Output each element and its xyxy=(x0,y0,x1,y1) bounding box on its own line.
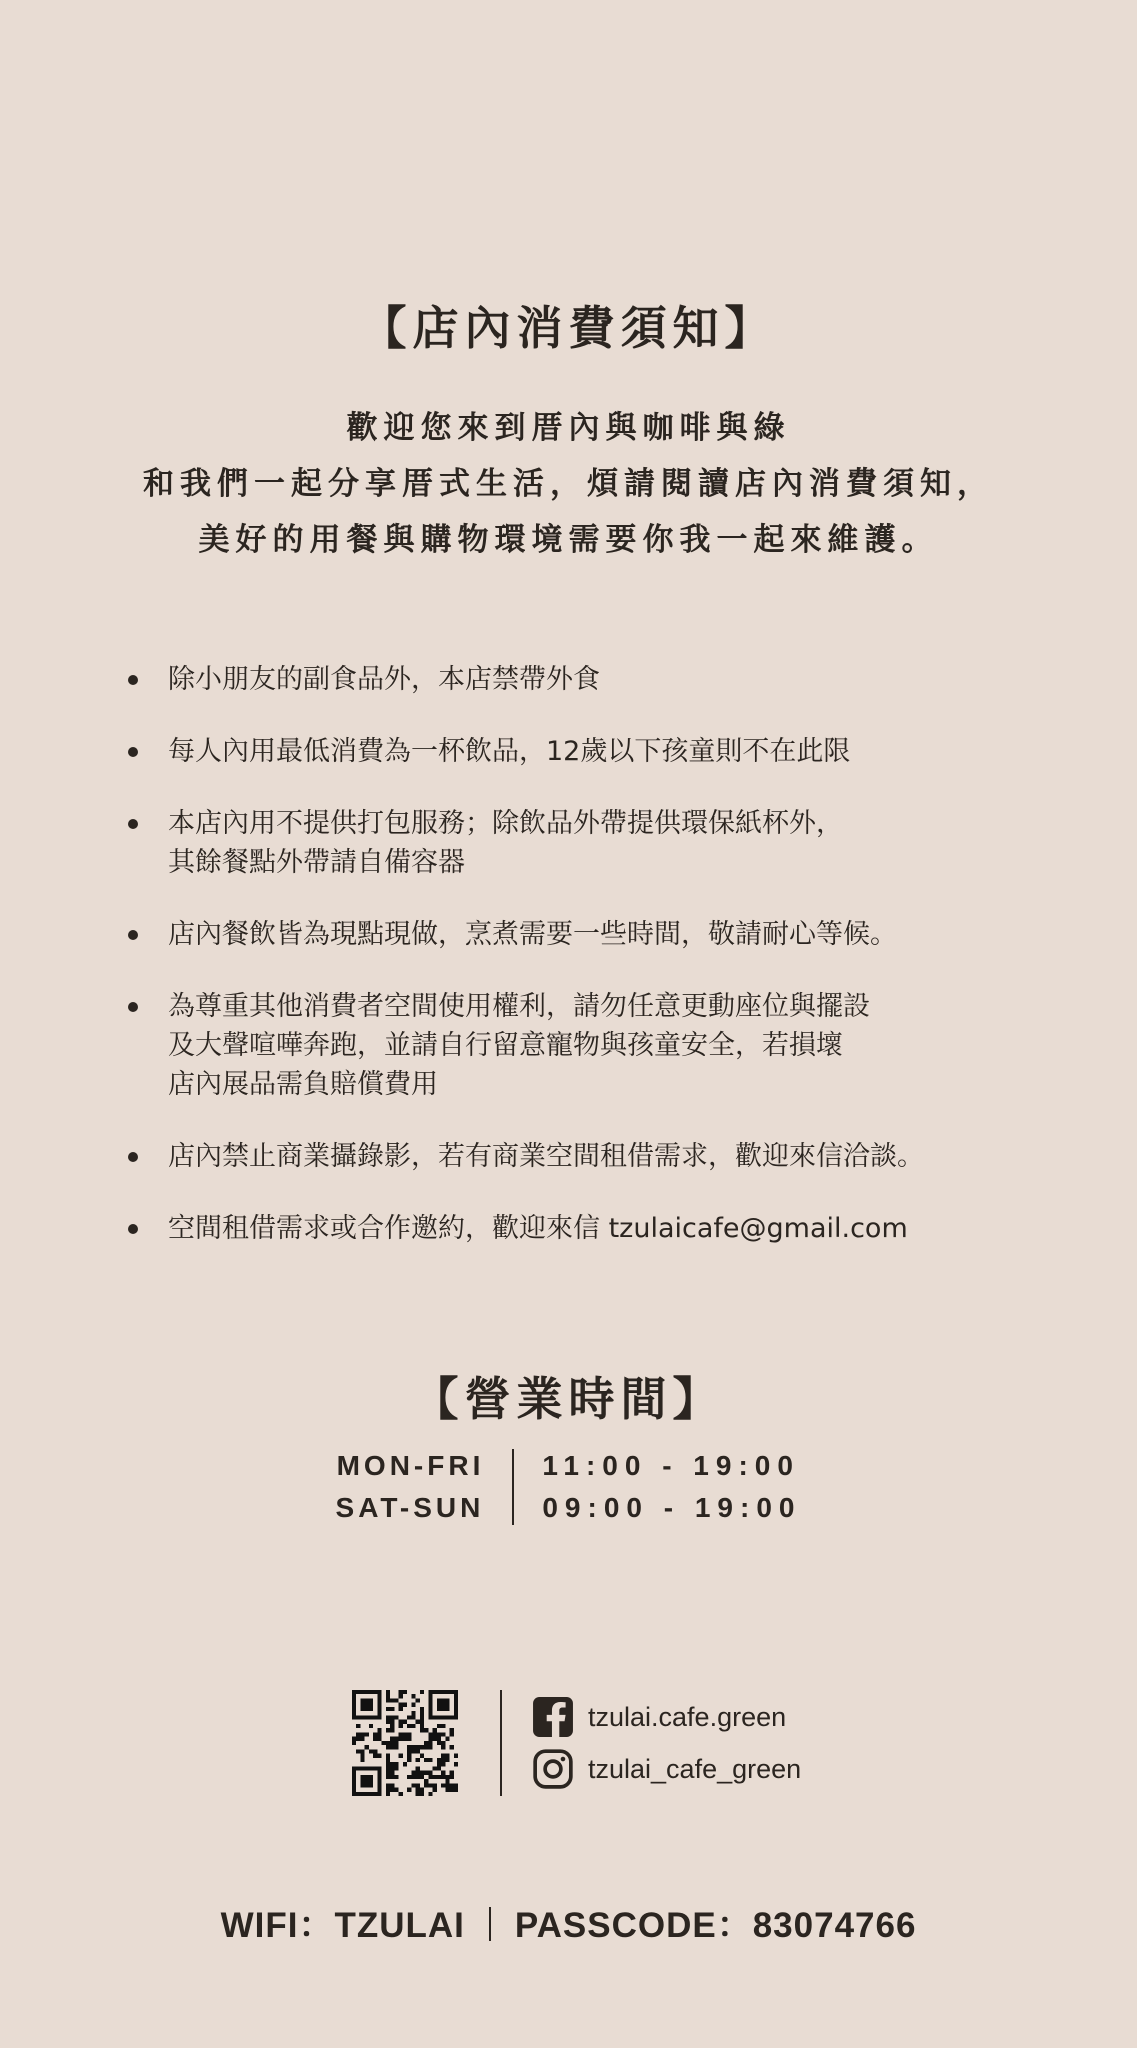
rule-text: 店內禁止商業攝錄影，若有商業空間租借需求，歡迎來信洽談。 xyxy=(168,1141,924,1172)
hours-days: SAT-SUN xyxy=(335,1492,485,1523)
hours-table xyxy=(0,1445,1137,1529)
wifi-passcode: 83074766 xyxy=(752,1906,917,1945)
hours-days: MON-FRI xyxy=(336,1450,485,1481)
instagram-handle: tzulai_cafe_green xyxy=(588,1753,802,1784)
instagram-icon xyxy=(532,1748,574,1790)
bullet-icon xyxy=(128,1224,138,1234)
bullet-icon xyxy=(128,1002,138,1012)
rule-item xyxy=(128,1137,1088,1176)
rules-list xyxy=(128,660,1088,1281)
rule-text: 空間租借需求或合作邀約，歡迎來信 tzulaicafe@gmail.com xyxy=(168,1213,908,1244)
bullet-icon xyxy=(128,1152,138,1162)
facebook-link[interactable] xyxy=(532,1691,801,1743)
rule-item xyxy=(128,804,1088,882)
facebook-handle: tzulai.cafe.green xyxy=(588,1701,787,1732)
instagram-link[interactable] xyxy=(532,1743,801,1795)
rule-item xyxy=(128,987,1088,1104)
social-divider xyxy=(500,1690,502,1796)
rule-text: 為尊重其他消費者空間使用權利，請勿任意更動座位與擺設 及大聲喧嘩奔跑，並請自行留意寵物與孩童安全，若損壞 店內展品需負賠償費用 xyxy=(168,991,870,1100)
hours-time: 11:00 - 19:00 xyxy=(542,1450,800,1481)
hours-time: 09:00 - 19:00 xyxy=(542,1492,802,1523)
bullet-icon xyxy=(128,747,138,757)
rule-item xyxy=(128,660,1088,699)
bullet-icon xyxy=(128,819,138,829)
hours-times-column xyxy=(514,1445,801,1529)
rule-text: 每人內用最低消費為一杯飲品，12歲以下孩童則不在此限 xyxy=(168,736,851,767)
passcode-label: PASSCODE： xyxy=(514,1906,753,1945)
intro-line: 和我們一起分享厝式生活，煩請閱讀店內消費須知， xyxy=(143,466,994,502)
rule-text: 本店內用不提供打包服務；除飲品外帶提供環保紙杯外， 其餘餐點外帶請自備容器 xyxy=(168,808,843,878)
rule-item xyxy=(128,915,1088,954)
wifi-ssid: TZULAI xyxy=(334,1906,465,1945)
rule-text: 除小朋友的副食品外，本店禁帶外食 xyxy=(168,664,600,695)
notice-title: 【店內消費須知】 xyxy=(360,301,777,355)
facebook-icon xyxy=(532,1696,574,1738)
wifi-divider xyxy=(489,1907,491,1941)
bullet-icon xyxy=(128,930,138,940)
rule-text: 店內餐飲皆為現點現做，烹煮需要一些時間，敬請耐心等候。 xyxy=(168,919,897,950)
qr-code xyxy=(352,1690,458,1796)
social-links xyxy=(532,1691,801,1795)
hours-title: 【營業時間】 xyxy=(412,1372,725,1426)
social-block xyxy=(352,1690,801,1796)
rule-item xyxy=(128,732,1088,771)
bullet-icon xyxy=(128,675,138,685)
hours-days-column xyxy=(336,1445,513,1529)
intro-line: 美好的用餐與購物環境需要你我一起來維護。 xyxy=(198,522,939,558)
intro-line: 歡迎您來到厝內與咖啡與綠 xyxy=(346,410,791,446)
wifi-label: WIFI： xyxy=(220,1906,335,1945)
wifi-info xyxy=(0,1898,1137,1948)
rule-item xyxy=(128,1209,1088,1248)
